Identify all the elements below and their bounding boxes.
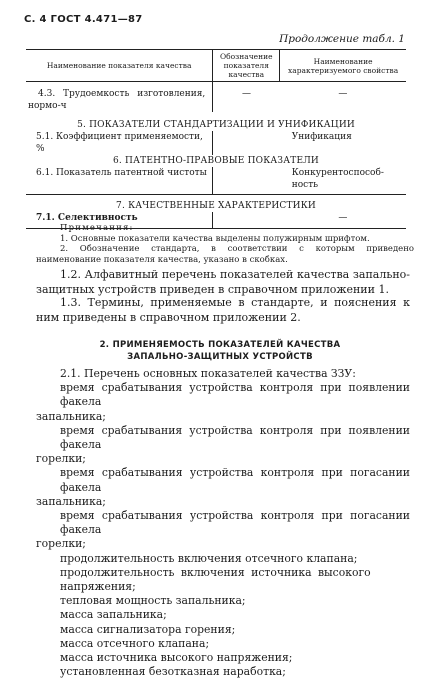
notes-title: Примечания: [60,223,134,233]
indicator-list [36,367,410,679]
list-item: время срабатывания устройства контроля при появлении факела [60,423,410,452]
note-1: 1. Основные показатели качества выделены полужирным шрифтом. [60,233,370,244]
row-4-3-symbol: — [213,82,280,113]
table-header-row [26,50,406,82]
list-item: масса запальника; [60,608,167,622]
table-row [26,82,406,113]
row-5-1-property: Унификация [291,132,352,142]
section-row [26,112,406,131]
section-6-title: 6. ПАТЕНТНО-ПРАВОВЫЕ ПОКАЗАТЕЛИ [113,156,319,166]
col-header-symbol: Обозначение показателя качества [213,50,280,82]
row-7-1-name: 7.1. Селективность [26,212,213,229]
quality-indicators-table [26,49,406,229]
list-item: продолжительность включения источника высокого напряжения; [60,565,371,594]
table-notes [36,223,414,265]
row-5-1-name: 5.1. Коэффициент применяемости, % [36,132,203,154]
list-item-cont: запальника; [36,409,106,423]
section-row [26,155,406,167]
list-item: тепловая мощность запальника; [60,594,246,608]
page-header-ref: С. 4 ГОСТ 4.471—87 [24,14,143,25]
list-intro: 2.1. Перечень основных показателей качества ЗЗУ: [60,367,356,380]
row-5-1-symbol [213,131,280,155]
list-item-cont: горелки; [36,452,86,466]
list-item-cont: запальника; [36,494,106,508]
list-item: продолжительность включения отсечного клапана; [60,551,358,565]
paragraph-1-2: 1.2. Алфавитный перечень показателей качества запально-защитных устройств приведен в справочном приложении 1. [36,268,410,296]
row-6-1-property: Конкурентоспособ- ность [280,167,406,195]
list-item: масса отсечного клапана; [60,636,210,650]
section-row [26,195,406,213]
table-continuation-label: Продолжение табл. 1 [279,33,405,45]
list-item: установленная безотказная наработка; [60,665,286,679]
paragraph-1-3: 1.3. Термины, применяемые в стандарте, и пояснения к ним приведены в справочном приложении 2. [36,296,410,324]
list-item: масса сигнализатора горения; [60,622,236,636]
row-6-1-name: 6.1. Показатель патентной чистоты [26,167,213,195]
list-item: время срабатывания устройства контроля при появлении факела [60,381,410,409]
col-header-name: Наименование показателя качества [26,50,213,82]
table-row [26,167,406,195]
row-4-3-name: 4.3. Трудоемкость изготовления, нормо-ч [28,89,206,111]
table-row [26,131,406,155]
list-item: масса источника высокого напряжения; [60,651,293,665]
col-header-property: Наименование характеризуемого свойства [280,50,406,82]
section-5-title: 5. ПОКАЗАТЕЛИ СТАНДАРТИЗАЦИИ И УНИФИКАЦИИ [77,120,355,130]
row-7-1-property: — [280,212,406,229]
list-item: время срабатывания устройства контроля при погасании факела [60,466,410,494]
list-item: время срабатывания устройства контроля при погасании факела [60,509,410,537]
section-2-heading: 2. ПРИМЕНЯЕМОСТЬ ПОКАЗАТЕЛЕЙ КАЧЕСТВА ЗАПАЛЬНО-ЗАЩИТНЫХ УСТРОЙСТВ [99,340,341,362]
section-7-title: 7. КАЧЕСТВЕННЫЕ ХАРАКТЕРИСТИКИ [116,201,316,211]
row-6-1-symbol [213,167,280,195]
row-4-3-property: — [338,89,348,99]
list-item-cont: горелки; [36,537,86,551]
note-2: 2. Обозначение стандарта, в соответствии с которым приведено наименование показателя качества, указано в скобках. [36,244,414,265]
